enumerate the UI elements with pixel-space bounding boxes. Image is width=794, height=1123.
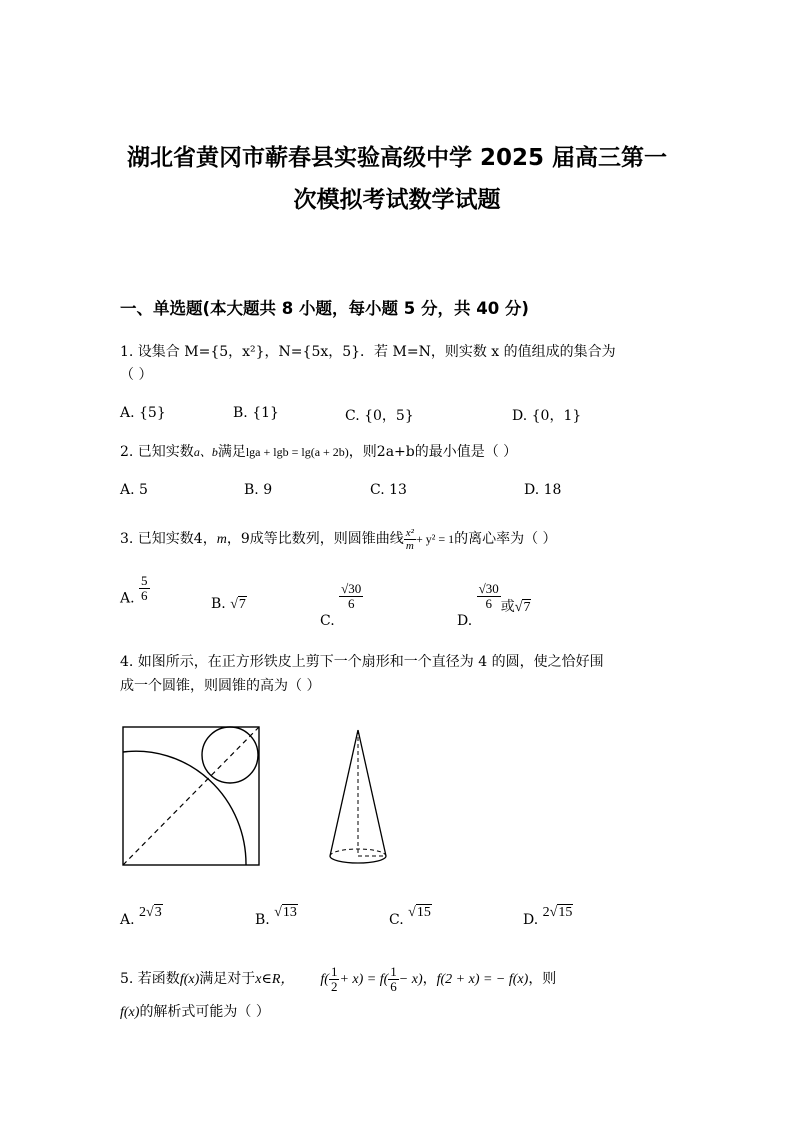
q3-d-or: 或 — [500, 598, 515, 615]
q1-option-c: C. {0，5} — [345, 408, 414, 424]
question-5-stem-line-2 — [120, 1002, 270, 1023]
q3-d-rad: 30 — [485, 581, 499, 596]
q3-c-label: C. — [320, 612, 335, 629]
q5-half-den: 2 — [330, 978, 338, 994]
q3-d-den: 6 — [485, 596, 492, 611]
q2-option-a: A. 5 — [120, 482, 148, 498]
q4-a-rad: 3 — [154, 905, 162, 920]
q3-text-post: 的离心率为（ ） — [454, 531, 557, 547]
q3-c-num: √30 — [341, 581, 362, 596]
q1-option-b: B. {1} — [233, 405, 279, 421]
question-5-stem-line-1 — [120, 962, 680, 997]
q4-c-value: √15 — [408, 905, 431, 920]
q5-text-mid: 满足对于 — [199, 971, 256, 987]
cone-base-front — [330, 856, 386, 863]
q3-a-den: 6 — [141, 588, 148, 603]
question-2-stem — [120, 442, 517, 462]
cone-right-edge — [358, 730, 386, 856]
q4-a-label: A. — [120, 912, 135, 928]
q5-text-pre: 5. 若函数 — [120, 971, 180, 987]
q5-sixth-num: 1 — [390, 963, 397, 979]
q3-a-num: 5 — [141, 573, 148, 588]
title-line-2: 次模拟考试数学试题 — [293, 187, 501, 213]
q3-fraction — [404, 527, 416, 552]
q5-then: ，则 — [528, 971, 557, 987]
q5-line2-text: 的解析式可能为（ ） — [139, 1004, 270, 1020]
q3-b-label: B. — [211, 596, 226, 612]
q4-b-value: √13 — [274, 905, 297, 920]
q2-option-c: C. 13 — [370, 482, 407, 498]
q3-b-sqrt: √7 — [230, 597, 246, 612]
q3-a-label: A. — [120, 590, 135, 607]
question-4-stem-line-2: 成一个圆锥，则圆锥的高为（ ） — [120, 678, 321, 694]
q5-eq1-a: f( — [320, 972, 329, 987]
q2-text-post: ，则2a+b的最小值是（ ） — [348, 444, 518, 460]
q2-option-b: B. 9 — [244, 482, 273, 498]
q5-eq1-c: − x) — [398, 972, 423, 987]
q5-eq2: f(2 + x) = − f(x) — [436, 972, 529, 987]
q4-option-a — [120, 905, 163, 929]
q3-c-fraction — [339, 582, 363, 611]
q4-option-c — [389, 905, 432, 929]
question-3-stem — [120, 522, 557, 557]
q3-frac-num: x² — [405, 526, 414, 539]
q5-half — [329, 965, 340, 994]
q4-d-rad: 15 — [558, 905, 573, 920]
q1-option-a: A. {5} — [120, 405, 166, 421]
question-4-stem-line-1: 4. 如图所示，在正方形铁皮上剪下一个扇形和一个直径为 4 的圆，使之恰好围 — [120, 654, 604, 670]
small-circle — [202, 727, 258, 783]
q5-sixth-den: 6 — [390, 978, 397, 994]
q3-c-rad: 30 — [348, 581, 362, 596]
q3-d-num: √30 — [478, 581, 499, 596]
title-line-1: 湖北省黄冈市蕲春县实验高级中学 2025 届高三第一 — [126, 145, 668, 171]
q1-option-d: D. {0，1} — [512, 408, 582, 424]
q5-line2-fx: f(x) — [120, 1005, 140, 1020]
q3-option-a — [120, 573, 150, 613]
q4-option-d — [523, 905, 573, 929]
q5-sixth — [388, 965, 399, 994]
q3-a-fraction — [139, 574, 150, 603]
q3-c-den: 6 — [347, 596, 355, 611]
q4-d-value: 2√15 — [542, 905, 573, 920]
q3-eq-tail: + y² = 1 — [415, 532, 455, 546]
q5-cond: x∈R， — [255, 972, 295, 987]
q3-b-rad: 7 — [238, 597, 246, 612]
sector-arc — [123, 751, 246, 865]
q3-text-mid: ，9成等比数列，则圆锥曲线 — [226, 531, 404, 547]
cone-figure — [322, 722, 394, 870]
q4-d-label: D. — [523, 912, 539, 928]
question-1-stem: 1. 设集合 M={5，x²}，N={5x，5}．若 M=N，则实数 x 的值组成的集合为 — [120, 344, 616, 360]
q4-b-rad: 13 — [282, 905, 297, 920]
q5-half-num: 1 — [330, 963, 338, 979]
square-sector-figure — [118, 722, 266, 870]
q5-sep: ， — [422, 971, 437, 987]
q5-eq1-b: + x) = f( — [339, 972, 389, 987]
q3-d-fraction — [477, 582, 501, 611]
q3-text-pre: 3. 已知实数4， — [120, 531, 217, 547]
q2-vars: a、b — [193, 445, 218, 459]
q4-c-label: C. — [389, 912, 404, 928]
section-heading: 一、单选题(本大题共 8 小题，每小题 5 分，共 40 分) — [120, 299, 529, 318]
question-1-paren: （ ） — [120, 367, 153, 383]
q2-equation: lga + lgb = lg(a + 2b) — [245, 445, 349, 459]
q4-a-value: 2√3 — [139, 905, 162, 920]
q3-option-b — [211, 596, 247, 613]
q2-text-pre: 2. 已知实数 — [120, 444, 194, 460]
q3-d-rad2: 7 — [523, 599, 531, 615]
q3-d-sqrt2: √7 — [514, 599, 531, 615]
q2-option-d: D. 18 — [524, 482, 562, 498]
q4-b-label: B. — [255, 912, 270, 928]
q4-d-coef: 2 — [542, 905, 550, 920]
cone-left-edge — [330, 730, 358, 856]
q3-option-c — [320, 581, 363, 629]
q5-fx: f(x) — [179, 972, 200, 987]
q4-a-coef: 2 — [139, 905, 147, 920]
q4-option-b — [255, 905, 298, 929]
q3-frac-den: m — [405, 539, 414, 552]
q3-option-d — [457, 581, 531, 629]
q3-var-m: m — [216, 532, 227, 547]
q2-text-mid: 满足 — [217, 444, 246, 460]
q3-d-label: D. — [457, 612, 473, 629]
q4-c-rad: 15 — [416, 905, 431, 920]
diagonal-dashed — [123, 727, 259, 865]
